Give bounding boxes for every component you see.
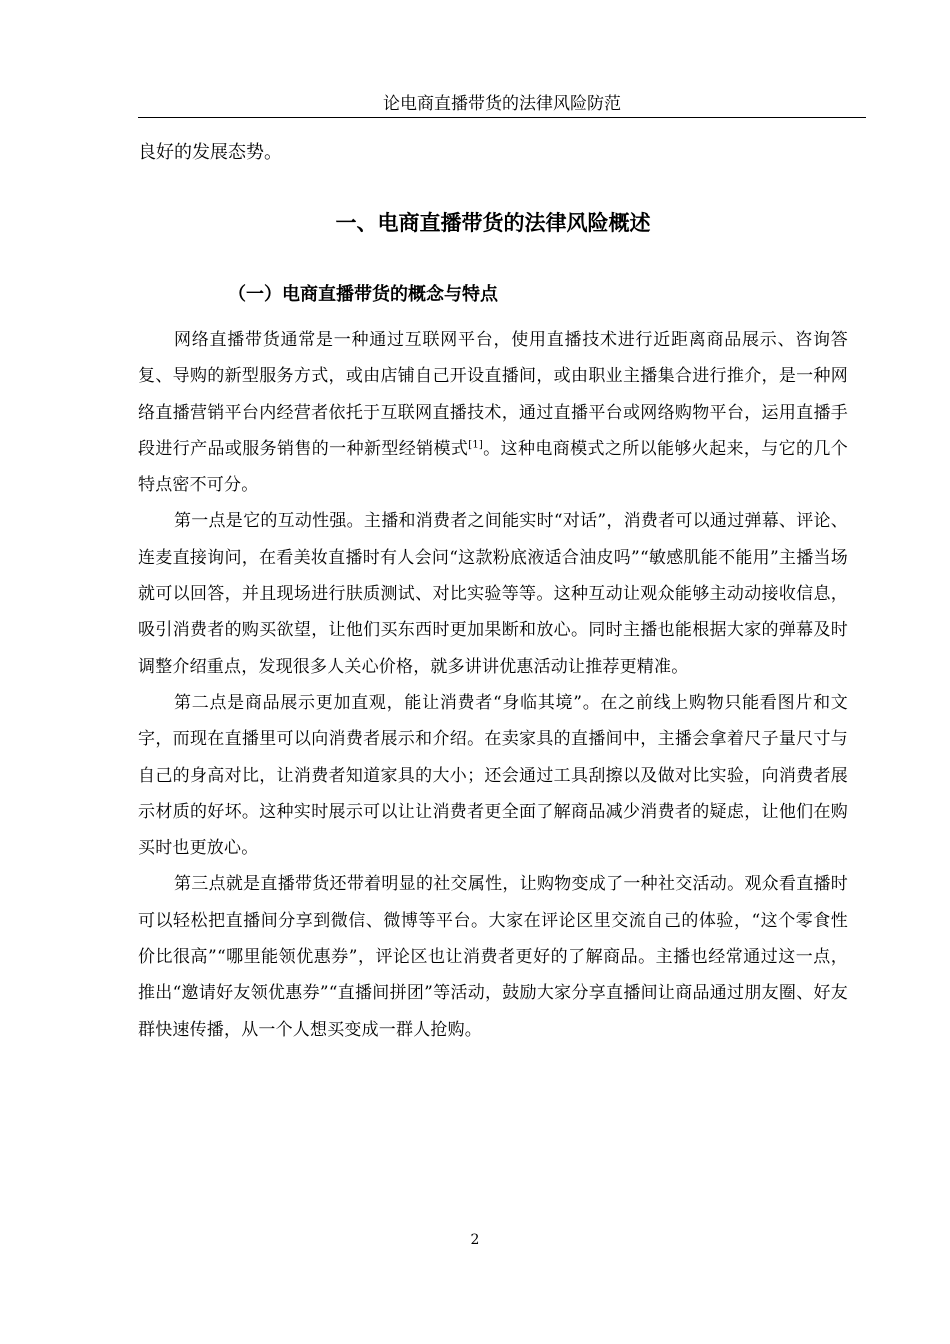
page-number: 2 bbox=[470, 1232, 480, 1248]
subsection-title: （一）电商直播带货的概念与特点 bbox=[228, 284, 498, 305]
paragraph-definition bbox=[138, 322, 848, 503]
continuation-line: 良好的发展态势。 bbox=[138, 142, 282, 163]
paragraph-display: 第二点是商品展示更加直观，能让消费者“身临其境”。在之前线上购物只能看图片和文字，而现在直播里可以向消费者展示和介绍。在卖家具的直播间中，主播会拿着尺子量尺寸与自己的身高对比，让消费者知道家具的大小；还会通过工具刮擦以及做对比实验，向消费者展示材质的好坏。这种实时展示可以让让消费者更全面了解商品减少消费者的疑虑，让他们在购买时也更放心。 bbox=[138, 692, 848, 859]
running-header: 论电商直播带货的法律风险防范 bbox=[383, 94, 621, 114]
citation-marker: [1] bbox=[468, 439, 483, 451]
paragraph-text: 网络直播带货通常是一种通过互联网平台，使用直播技术进行近距离商品展示、咨询答复、导购的新型服务方式，或由店铺自己开设直播间，或由职业主播集合进行推介，是一种网络直播营销平台内经营者依托于互联网直播技术，通过直播平台或网络购物平台，运用直播手段进行产品或服务销售的一种新型经销模式 bbox=[138, 330, 848, 459]
paragraph-interactivity: 第一点是它的互动性强。主播和消费者之间能实时“对话”，消费者可以通过弹幕、评论、连麦直接询问，在看美妆直播时有人会问“这款粉底液适合油皮吗”“敏感肌能不能用”主播当场就可以回答，并且现场进行肤质测试、对比实验等等。这种互动让观众能够主动动接收信息，吸引消费者的购买欲望，让他们买东西时更加果断和放心。同时主播也能根据大家的弹幕及时调整介绍重点，发现很多人关心价格，就多讲讲优惠活动让推荐更精准。 bbox=[138, 511, 848, 677]
section-title: 一、电商直播带货的法律风险概述 bbox=[335, 211, 651, 235]
header-rule bbox=[138, 117, 866, 118]
paragraph-text: 。这种电商模式之所以能够火起来，与它的几个特点密不可分。 bbox=[138, 438, 848, 496]
body-text bbox=[138, 138, 848, 1048]
paragraph-social: 第三点就是直播带货还带着明显的社交属性，让购物变成了一种社交活动。观众看直播时可以轻松把直播间分享到微信、微博等平台。大家在评论区里交流自己的体验，“这个零食性价比很高”“哪里能领优惠券”，评论区也让消费者更好的了解商品。主播也经常通过这一点，推出“邀请好友领优惠券”“直播间拼团”等活动，鼓励大家分享直播间让商品通过朋友圈、好友群快速传播，从一个人想买变成一群人抢购。 bbox=[138, 874, 848, 1040]
